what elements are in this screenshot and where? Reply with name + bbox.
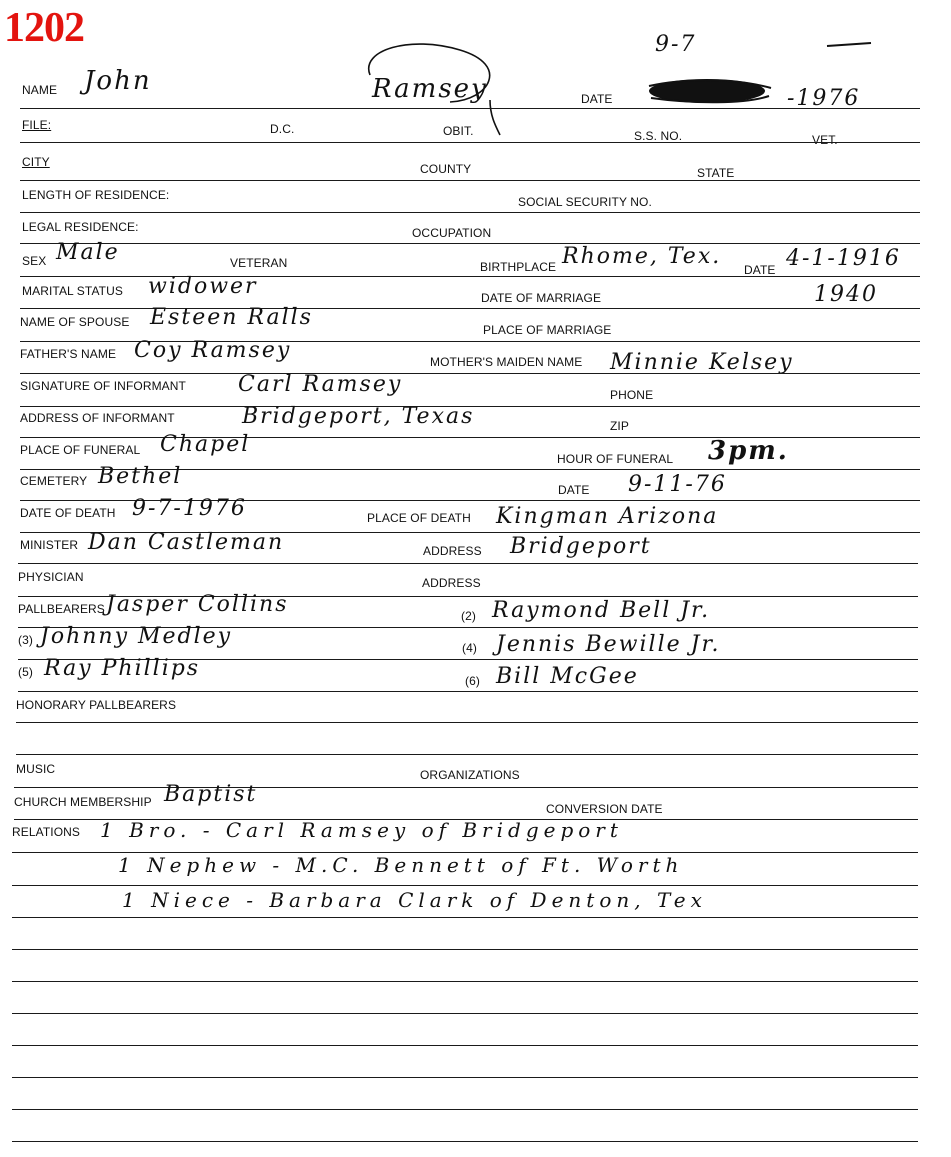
name-of-spouse-value: Esteen Ralls — [150, 305, 313, 330]
signature-of-informant-label: SIGNATURE OF INFORMANT — [20, 379, 186, 393]
name-of-spouse-label: NAME OF SPOUSE — [20, 315, 130, 329]
rule-father — [20, 373, 920, 374]
rule-blank-6 — [12, 1109, 918, 1110]
rule-blank-7 — [12, 1141, 918, 1142]
relation-3-value: 1 Niece - Barbara Clark of Denton, Tex — [122, 888, 707, 912]
rule-blank-2 — [12, 981, 918, 982]
fathers-name-label: FATHER'S NAME — [20, 347, 117, 361]
length-of-residence-label: LENGTH OF RESIDENCE: — [22, 188, 170, 202]
phone-label: PHONE — [610, 388, 654, 402]
rule-blank-1 — [12, 949, 918, 950]
rule-music — [14, 787, 918, 788]
birthplace-label: BIRTHPLACE — [480, 260, 557, 274]
first-name-value: John — [84, 66, 152, 96]
pallbearer-1-value: Jasper Collins — [106, 592, 289, 617]
pallbearers-label: PALLBEARERS — [18, 602, 105, 616]
obit-label: OBIT. — [443, 124, 474, 138]
cemetery-label: CEMETERY — [20, 474, 88, 488]
pallbearer-4-value: Jennis Bewille Jr. — [496, 632, 721, 657]
rule-minister — [18, 563, 918, 564]
occupation-label: OCCUPATION — [412, 226, 492, 240]
address-of-informant-value: Bridgeport, Texas — [242, 404, 475, 429]
sex-value: Male — [56, 240, 120, 265]
minister-address-label: ADDRESS — [423, 544, 482, 558]
rule-legal — [20, 243, 920, 244]
file-label: FILE: — [22, 118, 52, 132]
church-membership-value: Baptist — [164, 782, 258, 807]
cemetery-date-value: 9-11-76 — [628, 472, 727, 497]
date-label: DATE — [581, 92, 613, 106]
fathers-name-value: Coy Ramsey — [134, 338, 292, 363]
dc-label: D.C. — [270, 122, 295, 136]
last-name-value: Ramsey — [372, 74, 488, 104]
hour-of-funeral-label: HOUR OF FUNERAL — [557, 452, 674, 466]
physician-label: PHYSICIAN — [18, 570, 84, 584]
rule-relations-3 — [12, 917, 918, 918]
relation-2-value: 1 Nephew - M.C. Bennett of Ft. Worth — [118, 853, 684, 877]
rule-honorary-2 — [16, 754, 918, 755]
place-of-marriage-label: PLACE OF MARRIAGE — [483, 323, 612, 337]
organizations-label: ORGANIZATIONS — [420, 768, 520, 782]
date-of-death-value: 9-7-1976 — [132, 496, 247, 521]
date-of-marriage-value: 1940 — [814, 282, 878, 307]
physician-address-label: ADDRESS — [422, 576, 481, 590]
place-of-funeral-value: Chapel — [160, 432, 251, 457]
minister-address-value: Bridgeport — [510, 534, 652, 559]
cemetery-value: Bethel — [98, 464, 183, 489]
vet-label: VET. — [812, 133, 838, 147]
place-of-death-label: PLACE OF DEATH — [367, 511, 471, 525]
pallbearer-5-value: Ray Phillips — [44, 656, 201, 681]
mothers-maiden-name-value: Minnie Kelsey — [610, 350, 794, 375]
zip-label: ZIP — [610, 419, 629, 433]
rule-relations-2 — [12, 885, 918, 886]
music-label: MUSIC — [16, 762, 56, 776]
pallbearer-3-label: (3) — [18, 633, 33, 647]
place-of-death-value: Kingman Arizona — [496, 504, 719, 529]
birth-date-label: DATE — [744, 263, 776, 277]
rule-honorary-1 — [16, 722, 918, 723]
pallbearer-3-value: Johnny Medley — [40, 624, 233, 649]
rule-pallbearers-3 — [18, 691, 918, 692]
relations-label: RELATIONS — [12, 825, 81, 839]
cemetery-date-label: DATE — [558, 483, 590, 497]
date-year-value: -1976 — [787, 86, 861, 111]
sex-label: SEX — [22, 254, 47, 268]
rule-blank-3 — [12, 1013, 918, 1014]
mothers-maiden-name-label: MOTHER'S MAIDEN NAME — [430, 355, 583, 369]
ss-no-label: S.S. NO. — [634, 129, 683, 143]
county-label: COUNTY — [420, 162, 472, 176]
date-top-value: 9-7 — [655, 32, 697, 57]
birth-date-value: 4-1-1916 — [786, 246, 901, 271]
dash-mark — [825, 38, 875, 52]
redacted-scribble — [645, 74, 775, 108]
address-of-informant-label: ADDRESS OF INFORMANT — [20, 411, 175, 425]
name-flourish — [340, 30, 540, 140]
place-of-funeral-label: PLACE OF FUNERAL — [20, 443, 141, 457]
record-number: 1202 — [4, 5, 84, 51]
minister-label: MINISTER — [20, 538, 79, 552]
rule-city — [20, 180, 920, 181]
pallbearer-2-value: Raymond Bell Jr. — [492, 598, 711, 623]
rule-name — [20, 108, 920, 109]
date-of-marriage-label: DATE OF MARRIAGE — [481, 291, 602, 305]
rule-blank-5 — [12, 1077, 918, 1078]
honorary-pallbearers-label: HONORARY PALLBEARERS — [16, 698, 177, 712]
pallbearer-2-label: (2) — [461, 609, 476, 623]
veteran-label: VETERAN — [230, 256, 288, 270]
rule-blank-4 — [12, 1045, 918, 1046]
state-label: STATE — [697, 166, 735, 180]
relation-1-value: 1 Bro. - Carl Ramsey of Bridgeport — [100, 818, 623, 842]
pallbearer-4-label: (4) — [462, 641, 477, 655]
social-security-label: SOCIAL SECURITY NO. — [518, 195, 652, 209]
marital-status-label: MARITAL STATUS — [22, 284, 123, 298]
hour-of-funeral-value: 3pm. — [708, 436, 789, 466]
pallbearer-6-value: Bill McGee — [496, 664, 639, 689]
minister-value: Dan Castleman — [88, 530, 285, 555]
birthplace-value: Rhome, Tex. — [562, 244, 722, 269]
date-of-death-label: DATE OF DEATH — [20, 506, 116, 520]
pallbearer-6-label: (6) — [465, 674, 480, 688]
rule-length — [20, 212, 920, 213]
conversion-date-label: CONVERSION DATE — [546, 802, 663, 816]
city-label: CITY — [22, 155, 50, 169]
church-membership-label: CHURCH MEMBERSHIP — [14, 795, 152, 809]
name-label: NAME — [22, 83, 58, 97]
informant-value: Carl Ramsey — [238, 372, 403, 397]
marital-status-value: widower — [148, 274, 258, 299]
legal-residence-label: LEGAL RESIDENCE: — [22, 220, 139, 234]
pallbearer-5-label: (5) — [18, 665, 33, 679]
rule-file — [20, 142, 920, 143]
